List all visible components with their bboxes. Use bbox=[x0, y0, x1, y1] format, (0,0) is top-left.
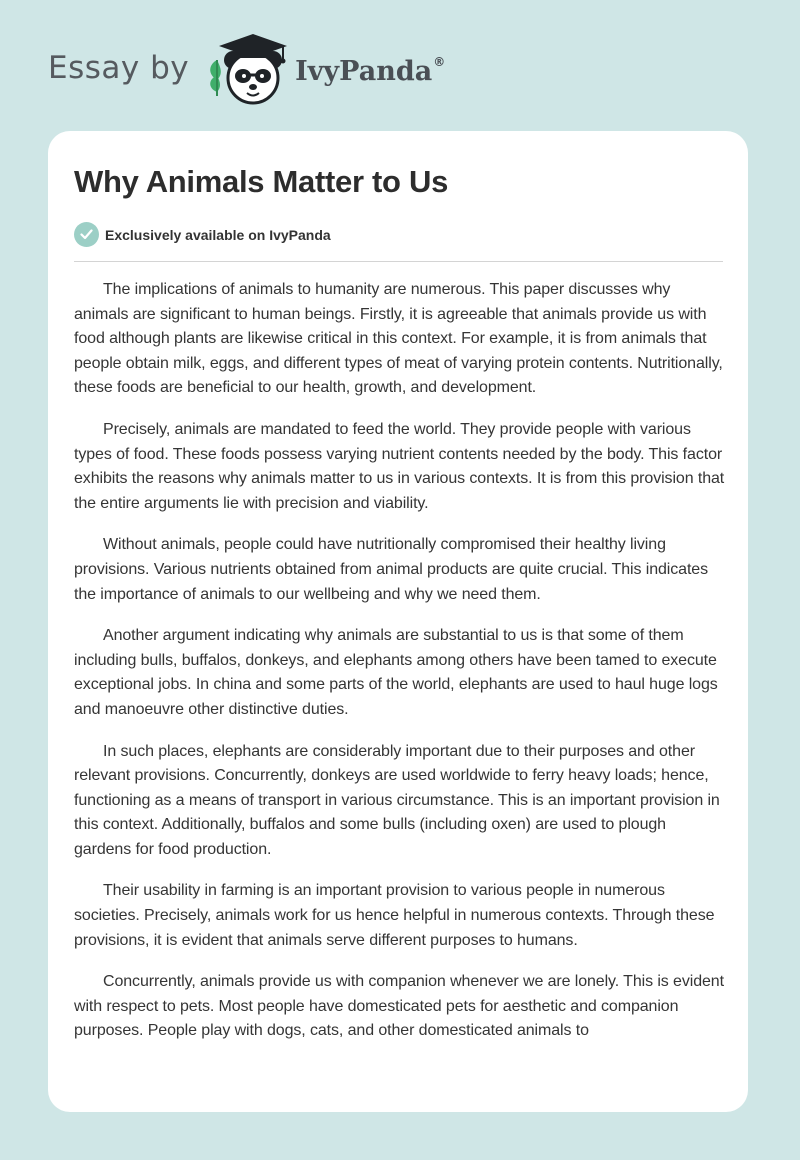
essay-paragraph: Another argument indicating why animals are substantial to us is that some of them including bulls, buffalos, donkeys, and elephants among others have been tamed to execute exceptional jobs. In china and some parts of the world, elephants are used to haul huge logs and manoeuvre other distinctive duties. bbox=[74, 627, 718, 718]
essay-paragraph: Precisely, animals are mandated to feed the world. They provide people with various types of food. These foods possess varying nutrient contents needed by the body. This factor exhibits the reasons why animals matter to us in various contexts. It is from this provision that the entire arguments lie with precision and viability. bbox=[74, 420, 725, 512]
essay-paragraph: Concurrently, animals provide us with companion whenever we are lonely. This is evident with respect to pets. Most people have domesticated pets for aesthetic and companion purposes. People play with dogs, cats, and other domesticated animals to bbox=[74, 973, 724, 1040]
essay-paragraph: Their usability in farming is an important provision to various people in numerous societies. Precisely, animals work for us hence helpful in numerous contexts. Through these provisions, it is evident that animals serve different purposes to humans. bbox=[74, 882, 715, 949]
essay-paragraph: In such places, elephants are considerably important due to their purposes and other relevant provisions. Concurrently, donkeys are used worldwide to ferry heavy loads; hence, functioning as a means of transport in various circumstance. This is an important provision in this context. Additionally, buffalos and some bulls (including oxen) are used to plough gardens for food production. bbox=[74, 742, 720, 858]
site-brand[interactable] bbox=[48, 30, 445, 110]
exclusive-badge-label: Exclusively available on IvyPanda bbox=[105, 226, 331, 243]
essay-paragraph: The implications of animals to humanity are numerous. This paper discusses why animals are significant to human beings. Firstly, it is agreeable that animals provide us with food although plants are likewise critical in this context. For example, it is from animals that people obtain milk, eggs, and different types of meat of varying protein contents. Nutritionally, these foods are beneficial to our health, growth, and development. bbox=[74, 281, 723, 397]
exclusive-badge bbox=[74, 222, 331, 247]
essay-body bbox=[74, 278, 726, 1061]
brand-name-text: IvyPanda bbox=[295, 56, 433, 87]
registered-mark: ® bbox=[433, 55, 446, 69]
panda-logo-icon bbox=[203, 30, 291, 110]
brand-name bbox=[295, 55, 445, 87]
essay-card bbox=[48, 131, 748, 1112]
essay-title: Why Animals Matter to Us bbox=[74, 164, 449, 199]
title-divider bbox=[74, 261, 723, 262]
brand-prefix: Essay by bbox=[48, 50, 190, 86]
essay-paragraph: Without animals, people could have nutritionally compromised their healthy living provisions. Various nutrients obtained from animal products are quite crucial. This indicates the importance of animals to our wellbeing and why we need them. bbox=[74, 536, 708, 603]
checkmark-icon bbox=[74, 222, 99, 247]
